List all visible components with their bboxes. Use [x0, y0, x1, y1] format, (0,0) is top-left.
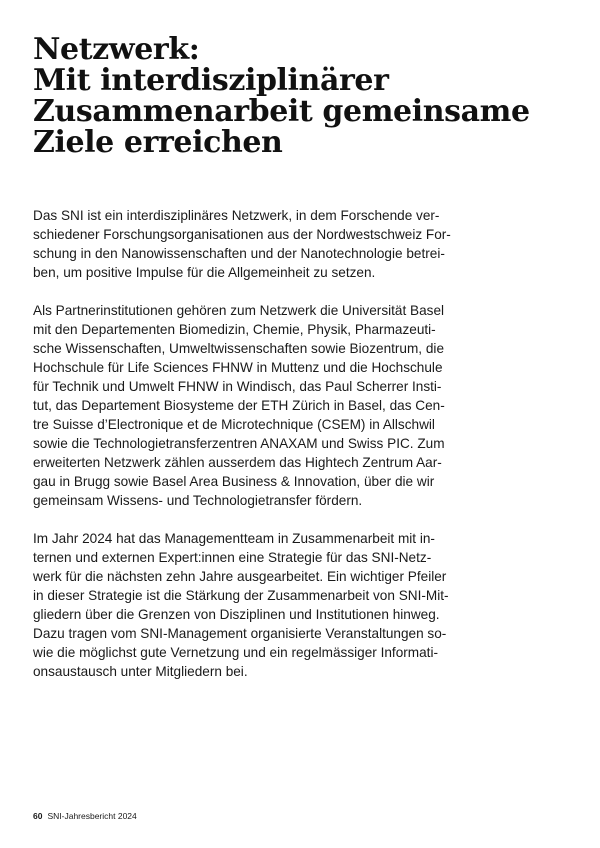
- text-line: tut, das Departement Biosysteme der ETH Zürich in Basel, das Cen-: [33, 398, 445, 413]
- text-line: wie die möglichst gute Vernetzung und ein regelmässiger Informati-: [33, 645, 439, 660]
- text-line: sche Wissenschaften, Umweltwissenschaften sowie Biozentrum, die: [33, 341, 445, 356]
- text-line: werk für die nächsten zehn Jahre ausgearbeitet. Ein wichtiger Pfeiler: [33, 569, 447, 584]
- page-number: 60: [33, 811, 43, 821]
- text-line: tre Suisse d’Electronique et de Microtechnique (CSEM) in Allschwil: [33, 417, 435, 432]
- paragraph-intro: [33, 206, 563, 282]
- text-line: in dieser Strategie ist die Stärkung der Zusammenarbeit von SNI-Mit-: [33, 588, 449, 603]
- text-line: ben, um positive Impulse für die Allgemeinheit zu setzen.: [33, 265, 376, 280]
- paragraph-partners: [33, 301, 563, 510]
- publication-name: SNI-Jahresbericht 2024: [47, 811, 137, 821]
- text-line: sowie die Technologietransferzentren ANAXAM und Swiss PIC. Zum: [33, 436, 445, 451]
- text-line: schiedener Forschungsorganisationen aus der Nordwestschweiz For-: [33, 227, 451, 242]
- text-line: gau in Brugg sowie Basel Area Business & Innovation, über die wir: [33, 474, 435, 489]
- text-line: schung in den Nanowissenschaften und der Nanotechnologie betrei-: [33, 246, 445, 261]
- page-footer: [33, 811, 137, 821]
- title-line: Mit interdisziplinärer: [33, 63, 389, 98]
- text-line: ternen und externen Expert:innen eine Strategie für das SNI-Netz-: [33, 550, 432, 565]
- title-line: Netzwerk:: [33, 32, 200, 67]
- paragraph-strategy: [33, 529, 563, 681]
- title-line: Ziele erreichen: [33, 125, 283, 160]
- text-line: onsaustausch unter Mitgliedern bei.: [33, 664, 248, 679]
- text-line: Hochschule für Life Sciences FHNW in Muttenz und die Hochschule: [33, 360, 443, 375]
- text-line: für Technik und Umwelt FHNW in Windisch, das Paul Scherrer Insti-: [33, 379, 442, 394]
- text-line: Im Jahr 2024 hat das Managementteam in Zusammenarbeit mit in-: [33, 531, 435, 546]
- text-line: erweiterten Netzwerk zählen ausserdem das Hightech Zentrum Aar-: [33, 455, 442, 470]
- title-line: Zusammenarbeit gemeinsame: [33, 94, 530, 129]
- text-line: gemeinsam Wissens- und Technologietransfer fördern.: [33, 493, 363, 508]
- page-title: [33, 34, 573, 158]
- text-line: Das SNI ist ein interdisziplinäres Netzwerk, in dem Forschende ver-: [33, 208, 440, 223]
- text-line: gliedern über die Grenzen von Disziplinen und Institutionen hinweg.: [33, 607, 440, 622]
- text-line: mit den Departementen Biomedizin, Chemie, Physik, Pharmazeuti-: [33, 322, 436, 337]
- article-body: [33, 206, 563, 700]
- text-line: Als Partnerinstitutionen gehören zum Netzwerk die Universität Basel: [33, 303, 445, 318]
- text-line: Dazu tragen vom SNI-Management organisierte Veranstaltungen so-: [33, 626, 447, 641]
